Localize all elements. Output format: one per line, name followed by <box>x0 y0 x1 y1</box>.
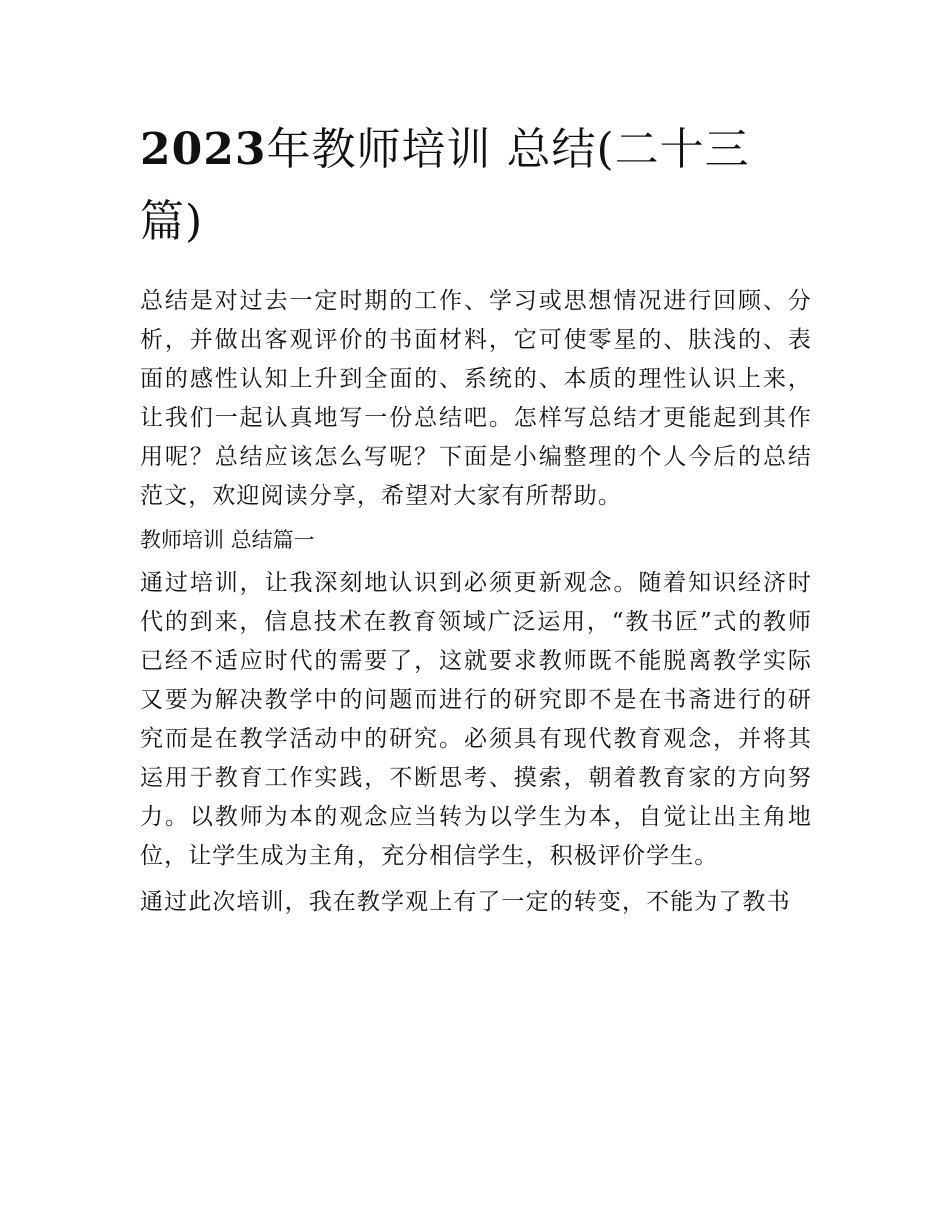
intro-paragraph: 总结是对过去一定时期的工作、学习或思想情况进行回顾、分析，并做出客观评价的书面材料，它可使零星的、肤浅的、表面的感性认知上升到全面的、系统的、本质的理性认识上来，让我们一起认真地写一份总结吧。怎样写总结才更能起到其作用呢？总结应该怎么写呢？下面是小编整理的个人今后的总结范文，欢迎阅读分享，希望对大家有所帮助。 <box>140 288 812 509</box>
document-title <box>140 114 810 258</box>
body-paragraph-2: 通过此次培训，我在教学观上有了一定的转变，不能为了教书 <box>140 889 791 915</box>
title-year: 2023 <box>140 124 267 175</box>
title-text: 年教师培训 总结(二十三篇) <box>140 124 750 247</box>
section-heading: 教师培训 总结篇一 <box>140 528 315 552</box>
body-paragraph-1: 通过培训，让我深刻地认识到必须更新观念。随着知识经济时代的到来，信息技术在教育领域广泛运用，“教书匠”式的教师已经不适应时代的需要了，这就要求教师既不能脱离教学实际又要为解决教学中的问题而进行的研究即不是在书斋进行的研究而是在教学活动中的研究。必须具有现代教育观念，并将其运用于教育工作实践，不断思考、摸索，朝着教育家的方向努力。以教师为本的观念应当转为以学生为本，自觉让出主角地位，让学生成为主角，充分相信学生，积极评价学生。 <box>140 570 812 869</box>
document-body <box>140 282 812 929</box>
